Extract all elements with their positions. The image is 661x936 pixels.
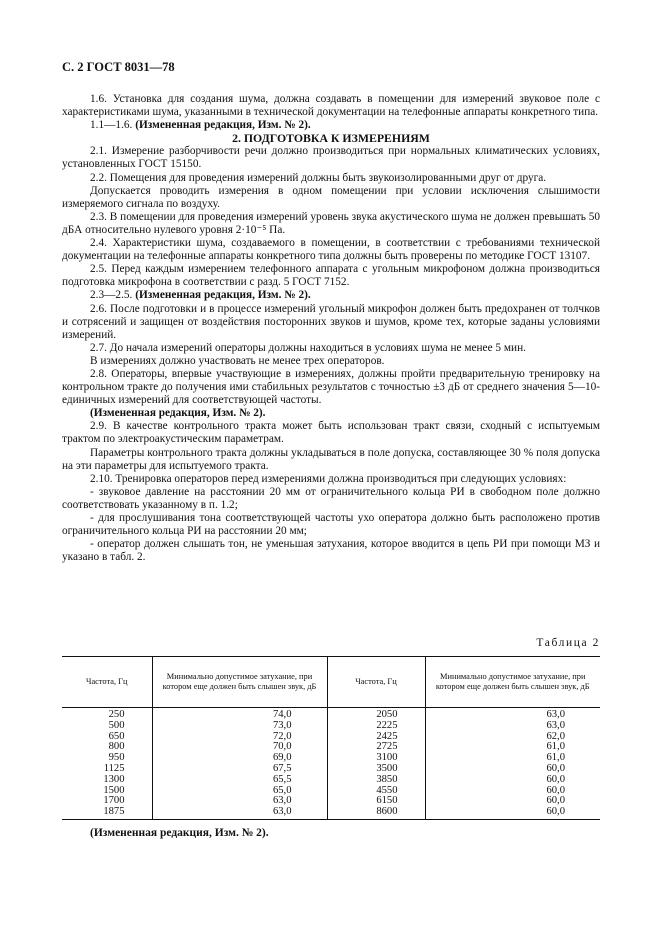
paragraph-2-6: 2.6. После подготовки и в процессе измерений угольный микрофон должен быть предохранен от толчков и сотрясений и защищен от воздействия посторонних звуков и шумов, кроме тех, которые заданы условиями измерений.: [62, 302, 600, 341]
table-cell: 65,5: [152, 775, 327, 786]
table-cell: 800: [108, 741, 125, 753]
paragraph-2-2: 2.2. Помещения для проведения измерений должны быть звукоизолированными друг от друга.: [90, 171, 547, 184]
paragraph-2-10b: - для прослушивания тона соответствующей частоты ухо оператора должно быть расположено против ограничительного кольца РИ на расстоянии 20 мм;: [62, 512, 600, 538]
table-row: [62, 753, 600, 764]
paragraph-2-4: 2.4. Характеристики шума, создаваемого в помещении, в соответствии с требованиями технической документации на телефонные аппараты конкретного типа должны быть проверены по методике ГОСТ 13107.: [62, 237, 600, 263]
paragraph-1-1-1-6: 1.1—1.6. (Измененная редакция, Изм. № 2).: [90, 119, 311, 132]
table-cell: 4550: [327, 786, 425, 797]
table-cell: 62,0: [425, 732, 600, 743]
table-row: [62, 764, 600, 775]
paragraph-2-8-edition: (Измененная редакция, Изм. № 2).: [90, 407, 266, 420]
table-cell: 60,0: [425, 796, 600, 807]
table-cell: 63,0: [152, 796, 327, 807]
paragraph-2-9: 2.9. В качестве контрольного тракта может быть использован тракт связи, сходный с испытуемым трактом по электроакустическим параметрам.: [62, 420, 600, 446]
table-header-attenuation: Минимально допустимое затухание, при котором еще должен быть слышен звук, дБ: [152, 657, 327, 708]
table-cell: 250: [108, 709, 125, 720]
table-cell: 63,0: [152, 807, 327, 819]
table-cell: 2725: [327, 742, 425, 753]
table-cell: 60,0: [425, 775, 600, 786]
table-cell: 1500: [103, 784, 125, 796]
table-row: [62, 742, 600, 753]
table-body: [62, 708, 600, 820]
table-row: [62, 708, 600, 721]
table-cell: 1700: [103, 795, 125, 807]
table-cell: 63,0: [425, 708, 600, 721]
paragraph-2-10a: - звуковое давление на расстоянии 20 мм от ограничительного кольца РИ в свободном поле должно соответствовать указанному в п. 1.2;: [62, 485, 600, 511]
table-header-row: [62, 657, 600, 708]
table-cell: 950: [108, 752, 125, 764]
table-row: [62, 775, 600, 786]
table-cell: 65,0: [152, 786, 327, 797]
table-cell: 67,5: [152, 764, 327, 775]
table-row: [62, 807, 600, 819]
table-cell: 1300: [103, 773, 125, 785]
table-cell: 1125: [103, 762, 125, 774]
table-cell: 61,0: [425, 753, 600, 764]
table-cell: 6150: [327, 796, 425, 807]
table-cell: 2050: [327, 708, 425, 721]
table-cell: 60,0: [425, 807, 600, 819]
paragraph-2-1: 2.1. Измерение разборчивости речи должно производиться при нормальных климатических условиях, установленных ГОСТ 15150.: [62, 145, 600, 171]
table-header-frequency: Частота, Гц: [327, 657, 425, 708]
table-cell: 60,0: [425, 786, 600, 797]
table-row: [62, 721, 600, 732]
table-cell: 74,0: [152, 708, 327, 721]
paragraph-2-2b: Допускается проводить измерения в одном помещении при условии исключения слышимости измеряемого сигнала по воздуху.: [62, 184, 600, 210]
paragraph-2-10c: - оператор должен слышать тон, не уменьшая затухания, которое вводится в цепь РИ при помощи МЗ и указано в табл. 2.: [62, 538, 600, 564]
section-title: 2. ПОДГОТОВКА К ИЗМЕРЕНИЯМ: [232, 131, 430, 146]
document-body: [62, 93, 600, 564]
page-header: С. 2 ГОСТ 8031—78: [62, 60, 175, 74]
table-cell: 500: [108, 719, 125, 731]
paragraph-2-8: 2.8. Операторы, впервые участвующие в измерениях, должны пройти предварительную тренировку на контрольном тракте до получения ими стабильных результатов с точностью ±3 дБ от среднего значения 5—10-единичных измерений для соответствующей частоты.: [62, 367, 600, 407]
table-cell: 2225: [327, 721, 425, 732]
paragraph-2-10: 2.10. Тренировка операторов перед измерениями должна производиться при следующих условиях:: [90, 472, 567, 485]
table-cell: 650: [108, 730, 125, 742]
table-cell: 73,0: [152, 721, 327, 732]
table-caption: Таблица 2: [536, 637, 600, 649]
frequency-attenuation-table: [62, 656, 600, 820]
paragraph-2-3-2-5: 2.3—2.5. (Измененная редакция, Изм. № 2).: [90, 289, 311, 302]
table-cell: 63,0: [425, 721, 600, 732]
table-cell: 3500: [327, 764, 425, 775]
table-cell: 70,0: [152, 742, 327, 753]
table-header-frequency: Частота, Гц: [62, 657, 152, 708]
table-cell: 72,0: [152, 732, 327, 743]
paragraph-2-3: 2.3. В помещении для проведения измерений уровень звука акустического шума не должен превышать 50 дБА относительно нулевого уровня 2·10⁻⁵ Па.: [62, 210, 600, 236]
table-row: [62, 732, 600, 743]
table-row: [62, 796, 600, 807]
paragraph-1-6: 1.6. Установка для создания шума, должна создавать в помещении для измерений звуковое поле с характеристиками шума, указанными в технической документации на телефонные аппараты конкретного типа.: [62, 93, 600, 119]
table-cell: 3100: [327, 753, 425, 764]
footer-edition-note: (Измененная редакция, Изм. № 2).: [90, 827, 269, 839]
table-cell: 1875: [62, 807, 152, 819]
table-cell: 61,0: [425, 742, 600, 753]
paragraph-2-5: 2.5. Перед каждым измерением телефонного аппарата с угольным микрофоном должна производиться подготовка микрофона в соответствии с разд. 5 ГОСТ 7152.: [62, 263, 600, 289]
table-row: [62, 786, 600, 797]
table-cell: 69,0: [152, 753, 327, 764]
table-cell: 2425: [327, 732, 425, 743]
paragraph-2-7b: В измерениях должно участвовать не менее трех операторов.: [90, 354, 385, 367]
table-cell: 3850: [327, 775, 425, 786]
paragraph-2-9b: Параметры контрольного тракта должны укладываться в поле допуска, составляющее 30 % поля допуска на эти параметры для испытуемого тракта.: [62, 446, 600, 472]
table-header-attenuation: Минимально допустимое затухание, при котором еще должен быть слышен звук, дБ: [425, 657, 600, 708]
table-cell: 8600: [327, 807, 425, 819]
table-cell: 60,0: [425, 764, 600, 775]
paragraph-2-7: 2.7. До начала измерений операторы должны находиться в условиях шума не менее 5 мин.: [90, 341, 526, 354]
